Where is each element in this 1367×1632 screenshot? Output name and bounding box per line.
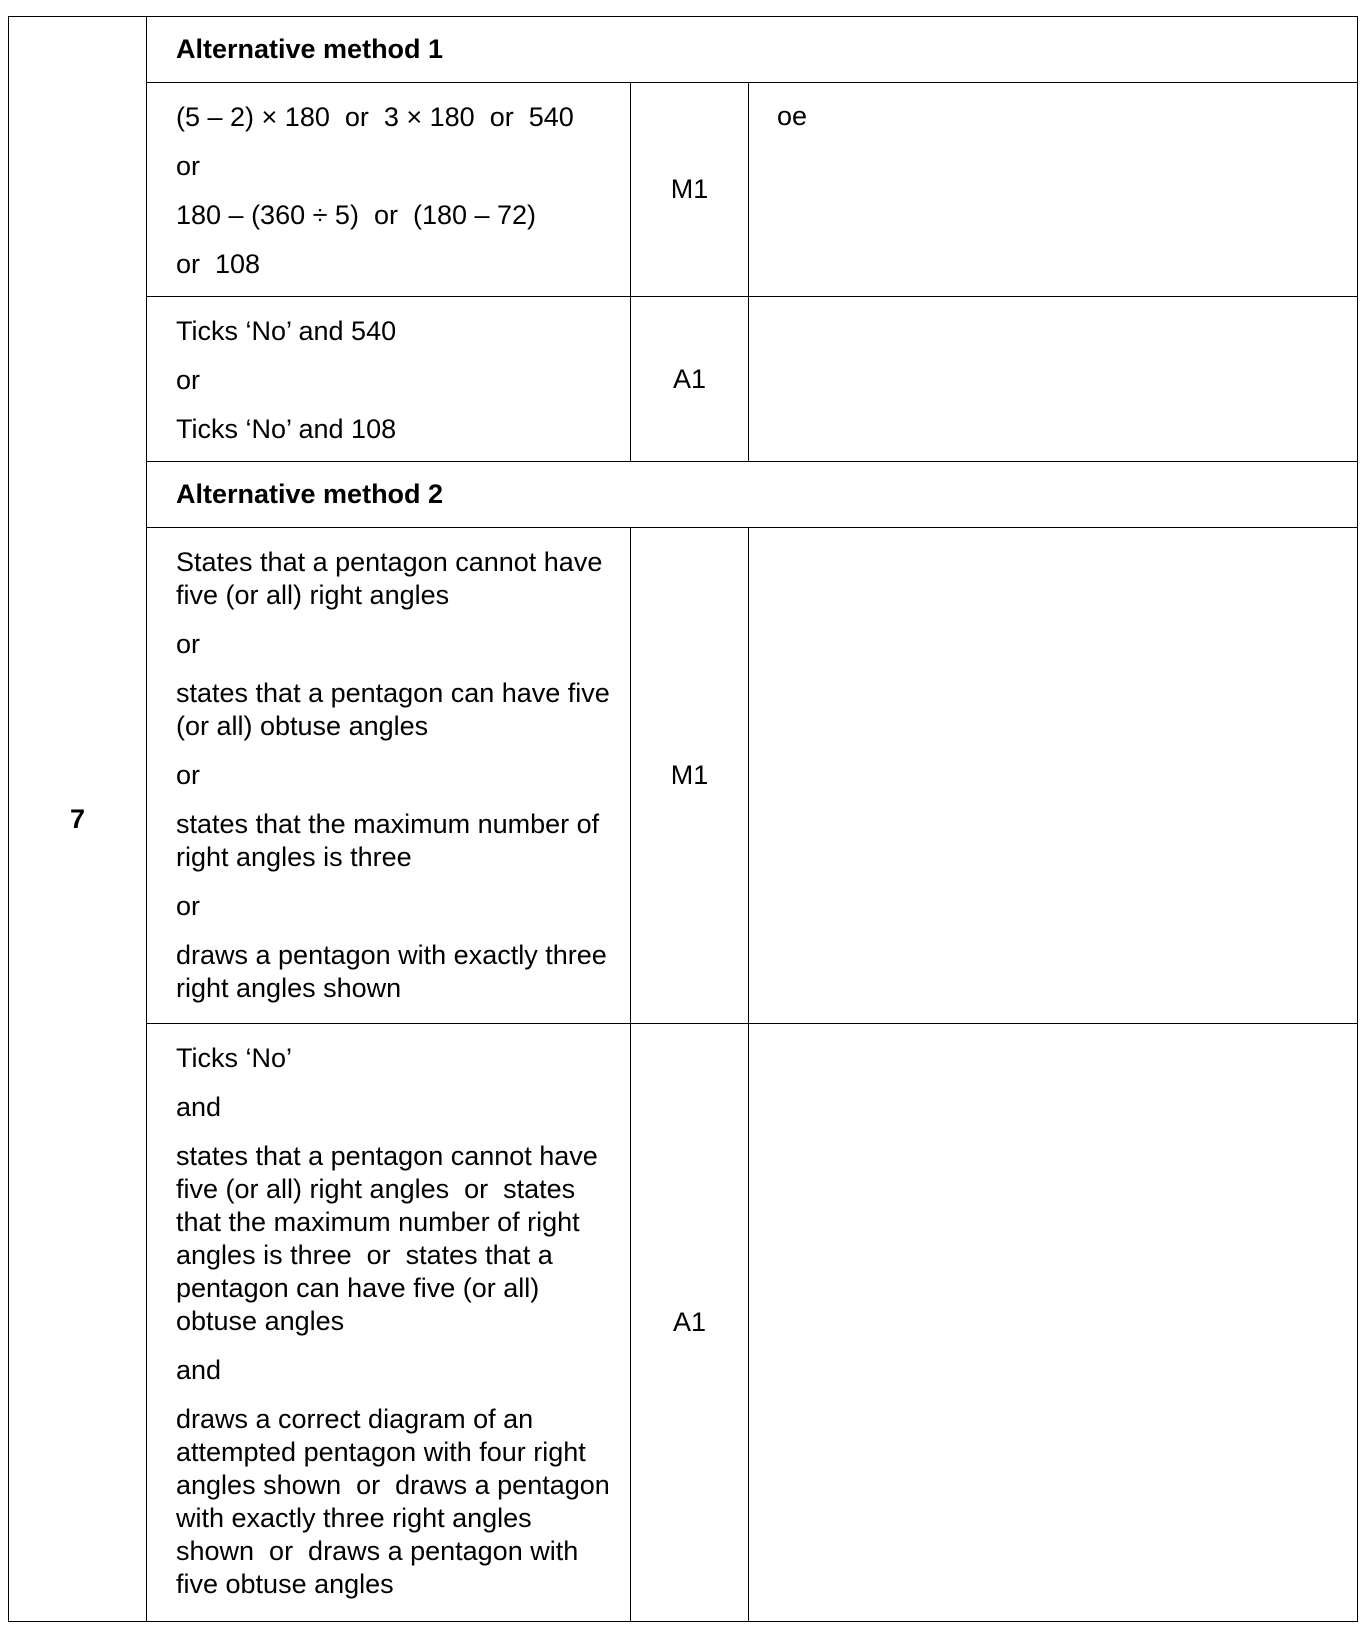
answer-line: or 108 — [176, 249, 261, 279]
answer-line: or — [176, 151, 201, 181]
answer-line: Ticks ‘No’ and 540 — [176, 316, 397, 346]
answer-line: (5 – 2) × 180 or 3 × 180 or 540 — [176, 102, 574, 132]
answer-line: and — [176, 1355, 222, 1385]
mark-cell: M1 — [631, 528, 749, 1024]
alt2-heading-row — [9, 462, 1358, 528]
answer-cell — [147, 528, 631, 1024]
answer-line: and — [176, 1092, 222, 1122]
answer-cell — [147, 1024, 631, 1622]
mark-scheme-table — [8, 16, 1358, 1622]
comment-cell — [749, 528, 1358, 1024]
alt1-heading-row — [9, 17, 1358, 83]
answer-line: States that a pentagon cannot have five (or all) right angles — [176, 547, 610, 610]
answer-line: or — [176, 760, 201, 790]
answer-line: 180 – (360 ÷ 5) or (180 – 72) — [176, 200, 537, 230]
question-number: 7 — [9, 17, 147, 1622]
comment-cell: oe — [749, 83, 1358, 297]
answer-line: or — [176, 365, 201, 395]
mark-cell: A1 — [631, 297, 749, 462]
answer-line: states that a pentagon can have five (or all) obtuse angles — [176, 678, 618, 741]
answer-line: or — [176, 891, 201, 921]
answer-line: states that a pentagon cannot have five (or all) right angles or states that the maximum number of right angles is three or states that a pentagon can have five (or all) obtuse angles — [176, 1141, 606, 1336]
alt2-heading: Alternative method 2 — [147, 462, 1358, 528]
mark-scheme — [8, 16, 1358, 1624]
answer-line: or — [176, 629, 201, 659]
answer-cell — [147, 297, 631, 462]
answer-line: draws a correct diagram of an attempted pentagon with four right angles shown or draws a pentagon with exactly three right angles shown or draws a pentagon with five obtuse angles — [176, 1404, 618, 1599]
answer-line: states that the maximum number of right angles is three — [176, 809, 607, 872]
comment-cell — [749, 297, 1358, 462]
answer-cell — [147, 83, 631, 297]
answer-line: Ticks ‘No’ — [176, 1043, 293, 1073]
alt1-row-2 — [9, 297, 1358, 462]
mark-cell: M1 — [631, 83, 749, 297]
alt1-row-1 — [9, 83, 1358, 297]
alt1-heading: Alternative method 1 — [147, 17, 1358, 83]
alt2-row-1 — [9, 528, 1358, 1024]
alt2-row-2 — [9, 1024, 1358, 1622]
answer-line: draws a pentagon with exactly three right angles shown — [176, 940, 615, 1003]
comment-cell — [749, 1024, 1358, 1622]
mark-cell: A1 — [631, 1024, 749, 1622]
answer-line: Ticks ‘No’ and 108 — [176, 414, 397, 444]
